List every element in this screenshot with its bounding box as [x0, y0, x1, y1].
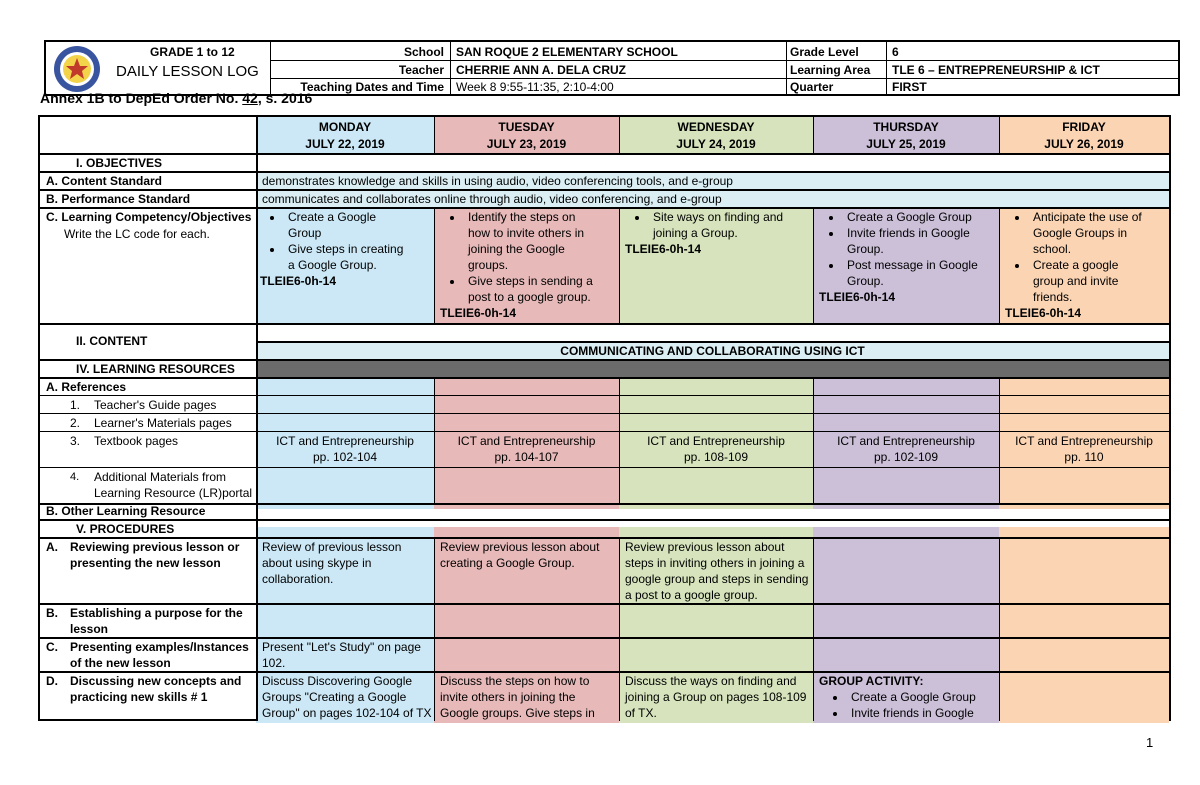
day-thursday: THURSDAY	[873, 120, 939, 134]
competency-wednesday	[621, 209, 811, 257]
quarter-label: Quarter	[790, 80, 834, 94]
annex-note	[40, 90, 312, 106]
grade-level-value: 6	[892, 45, 899, 59]
content-label: II. CONTENT	[76, 334, 148, 348]
dates-value: Week 8 9:55-11:35, 2:10-4:00	[456, 80, 614, 94]
discuss-wednesday: Discuss the ways on finding and joining a Group on pages 108-109 of TX.	[625, 674, 807, 720]
teacher-value: CHERRIE ANN A. DELA CRUZ	[456, 63, 626, 77]
am-num: 4.	[70, 471, 80, 483]
annex-number: 42	[242, 90, 258, 106]
textbook-friday: ICT and Entrepreneurship pp. 110	[1015, 434, 1153, 464]
dates-label: Teaching Dates and Time	[300, 80, 444, 94]
present-monday: Present "Let's Study" on page 102.	[262, 640, 421, 670]
area-label: Learning Area	[790, 63, 871, 77]
date-friday: JULY 26, 2019	[1044, 137, 1124, 151]
am-label-2: Learning Resource (LR)portal	[94, 486, 253, 500]
area-value: TLE 6 – ENTREPRENEURSHIP & ICT	[892, 63, 1100, 77]
procedures-label: V. PROCEDURES	[76, 522, 175, 536]
list-item: • Give steps in creating a Google Group.	[284, 241, 432, 273]
competency-note: Write the LC code for each.	[64, 227, 210, 241]
quarter-value: FIRST	[892, 80, 927, 94]
competency-tuesday	[436, 209, 618, 321]
school-label: School	[403, 45, 444, 59]
objectives-label: I. OBJECTIVES	[76, 156, 163, 170]
list-item: • Create a Google Group	[843, 209, 999, 225]
list-item: • Site ways on finding and joining a Group.	[649, 209, 811, 241]
day-monday: MONDAY	[318, 120, 372, 134]
proc-d-label: Discussing new concepts and practicing new skills # 1	[70, 674, 242, 704]
competency-label: C. Learning Competency/Objectives	[46, 210, 252, 224]
lm-num: 2.	[70, 416, 81, 430]
discuss-monday: Discuss Discovering Google Groups "Creating a Google Group" on pages 102-104 of TX	[262, 674, 432, 720]
annex-suffix: , s. 2016	[257, 90, 313, 106]
list-item: • Anticipate the use of Google Groups in school.	[1029, 209, 1169, 257]
learning-resources-label: IV. LEARNING RESOURCES	[76, 362, 235, 376]
group-activity-title: GROUP ACTIVITY:	[819, 674, 924, 688]
date-thursday: JULY 25, 2019	[866, 137, 946, 151]
proc-c-letter: C.	[46, 640, 58, 654]
list-item: • Give steps in sending a post to a google group.	[464, 273, 618, 305]
page-number: 1	[1146, 735, 1154, 750]
performance-standard-value: communicates and collaborates online through audio, video conferencing, and e-group	[262, 192, 722, 206]
list-item: • Create a Google Group	[847, 689, 997, 705]
content-title: COMMUNICATING AND COLLABORATING USING ICT	[560, 344, 865, 358]
proc-b-label: Establishing a purpose for the lesson	[70, 606, 243, 636]
lc-code: TLEIE6-0h-14	[625, 242, 702, 256]
proc-b-letter: B.	[46, 606, 58, 620]
content-standard-label: A. Content Standard	[46, 174, 162, 188]
proc-c-label: Presenting examples/Instances of the new lesson	[70, 640, 249, 670]
content-standard-value: demonstrates knowledge and skills in using audio, video conferencing tools, and e-group	[262, 174, 733, 188]
list-item: • Invite friends in Google	[847, 705, 997, 721]
references-label: A. References	[46, 380, 127, 394]
discuss-tuesday: Discuss the steps on how to invite others in joining the Google groups. Give steps in	[440, 674, 595, 720]
school-value: SAN ROQUE 2 ELEMENTARY SCHOOL	[456, 45, 678, 59]
lc-code: TLEIE6-0h-14	[819, 290, 896, 304]
annex-prefix: Annex 1B to DepEd Order No.	[40, 90, 243, 106]
list-item: • Post message in Google Group.	[843, 257, 999, 289]
discuss-thursday	[819, 673, 997, 721]
competency-monday	[256, 209, 432, 289]
list-item: • Create a google group and invite friends.	[1029, 257, 1169, 305]
lc-code: TLEIE6-0h-14	[1005, 306, 1082, 320]
review-wednesday: Review previous lesson about steps in inviting others in joining a google group and steps in sending a post to a google group.	[625, 540, 809, 602]
grade-label: GRADE 1 to 12	[150, 45, 235, 59]
list-item: • Identify the steps on how to invite others in joining the Google groups.	[464, 209, 618, 273]
date-wednesday: JULY 24, 2019	[676, 137, 756, 151]
grade-level-label: Grade Level	[790, 45, 859, 59]
textbook-tuesday: ICT and Entrepreneurship pp. 104-107	[457, 434, 596, 464]
review-tuesday: Review previous lesson about creating a Google Group.	[440, 540, 600, 570]
proc-a-letter: A.	[46, 540, 58, 554]
day-tuesday: TUESDAY	[498, 120, 555, 134]
lesson-log-table	[38, 115, 1171, 721]
header-block	[44, 40, 1180, 96]
proc-a-label: Reviewing previous lesson or presenting the new lesson	[70, 540, 240, 570]
lc-code: TLEIE6-0h-14	[440, 306, 517, 320]
day-friday: FRIDAY	[1062, 120, 1106, 134]
teacher-label: Teacher	[398, 63, 444, 77]
proc-d-letter: D.	[46, 674, 58, 688]
textbook-wednesday: ICT and Entrepreneurship pp. 108-109	[647, 434, 785, 464]
am-label-1: Additional Materials from	[94, 470, 227, 484]
review-monday: Review of previous lesson about using skype in collaboration.	[262, 540, 402, 586]
tg-label: Teacher's Guide pages	[94, 398, 217, 412]
tg-num: 1.	[70, 398, 81, 412]
lc-code: TLEIE6-0h-14	[260, 274, 337, 288]
textbook-thursday: ICT and Entrepreneurship pp. 102-109	[837, 434, 975, 464]
list-item: • Invite friends in Google Group.	[843, 225, 999, 257]
deped-seal-icon	[52, 44, 102, 94]
log-title: DAILY LESSON LOG	[116, 63, 259, 80]
list-item: • Create a Google Group	[284, 209, 432, 241]
other-resource-label: B. Other Learning Resource	[46, 504, 206, 518]
day-wednesday: WEDNESDAY	[677, 120, 755, 134]
tb-label: Textbook pages	[94, 434, 179, 448]
textbook-monday: ICT and Entrepreneurship pp. 102-104	[276, 434, 414, 464]
competency-thursday	[815, 209, 999, 305]
date-tuesday: JULY 23, 2019	[486, 137, 567, 151]
date-monday: JULY 22, 2019	[305, 137, 385, 151]
competency-friday	[1001, 209, 1169, 321]
performance-standard-label: B. Performance Standard	[46, 192, 191, 206]
lm-label: Learner's Materials pages	[94, 416, 232, 430]
tb-num: 3.	[70, 434, 81, 448]
